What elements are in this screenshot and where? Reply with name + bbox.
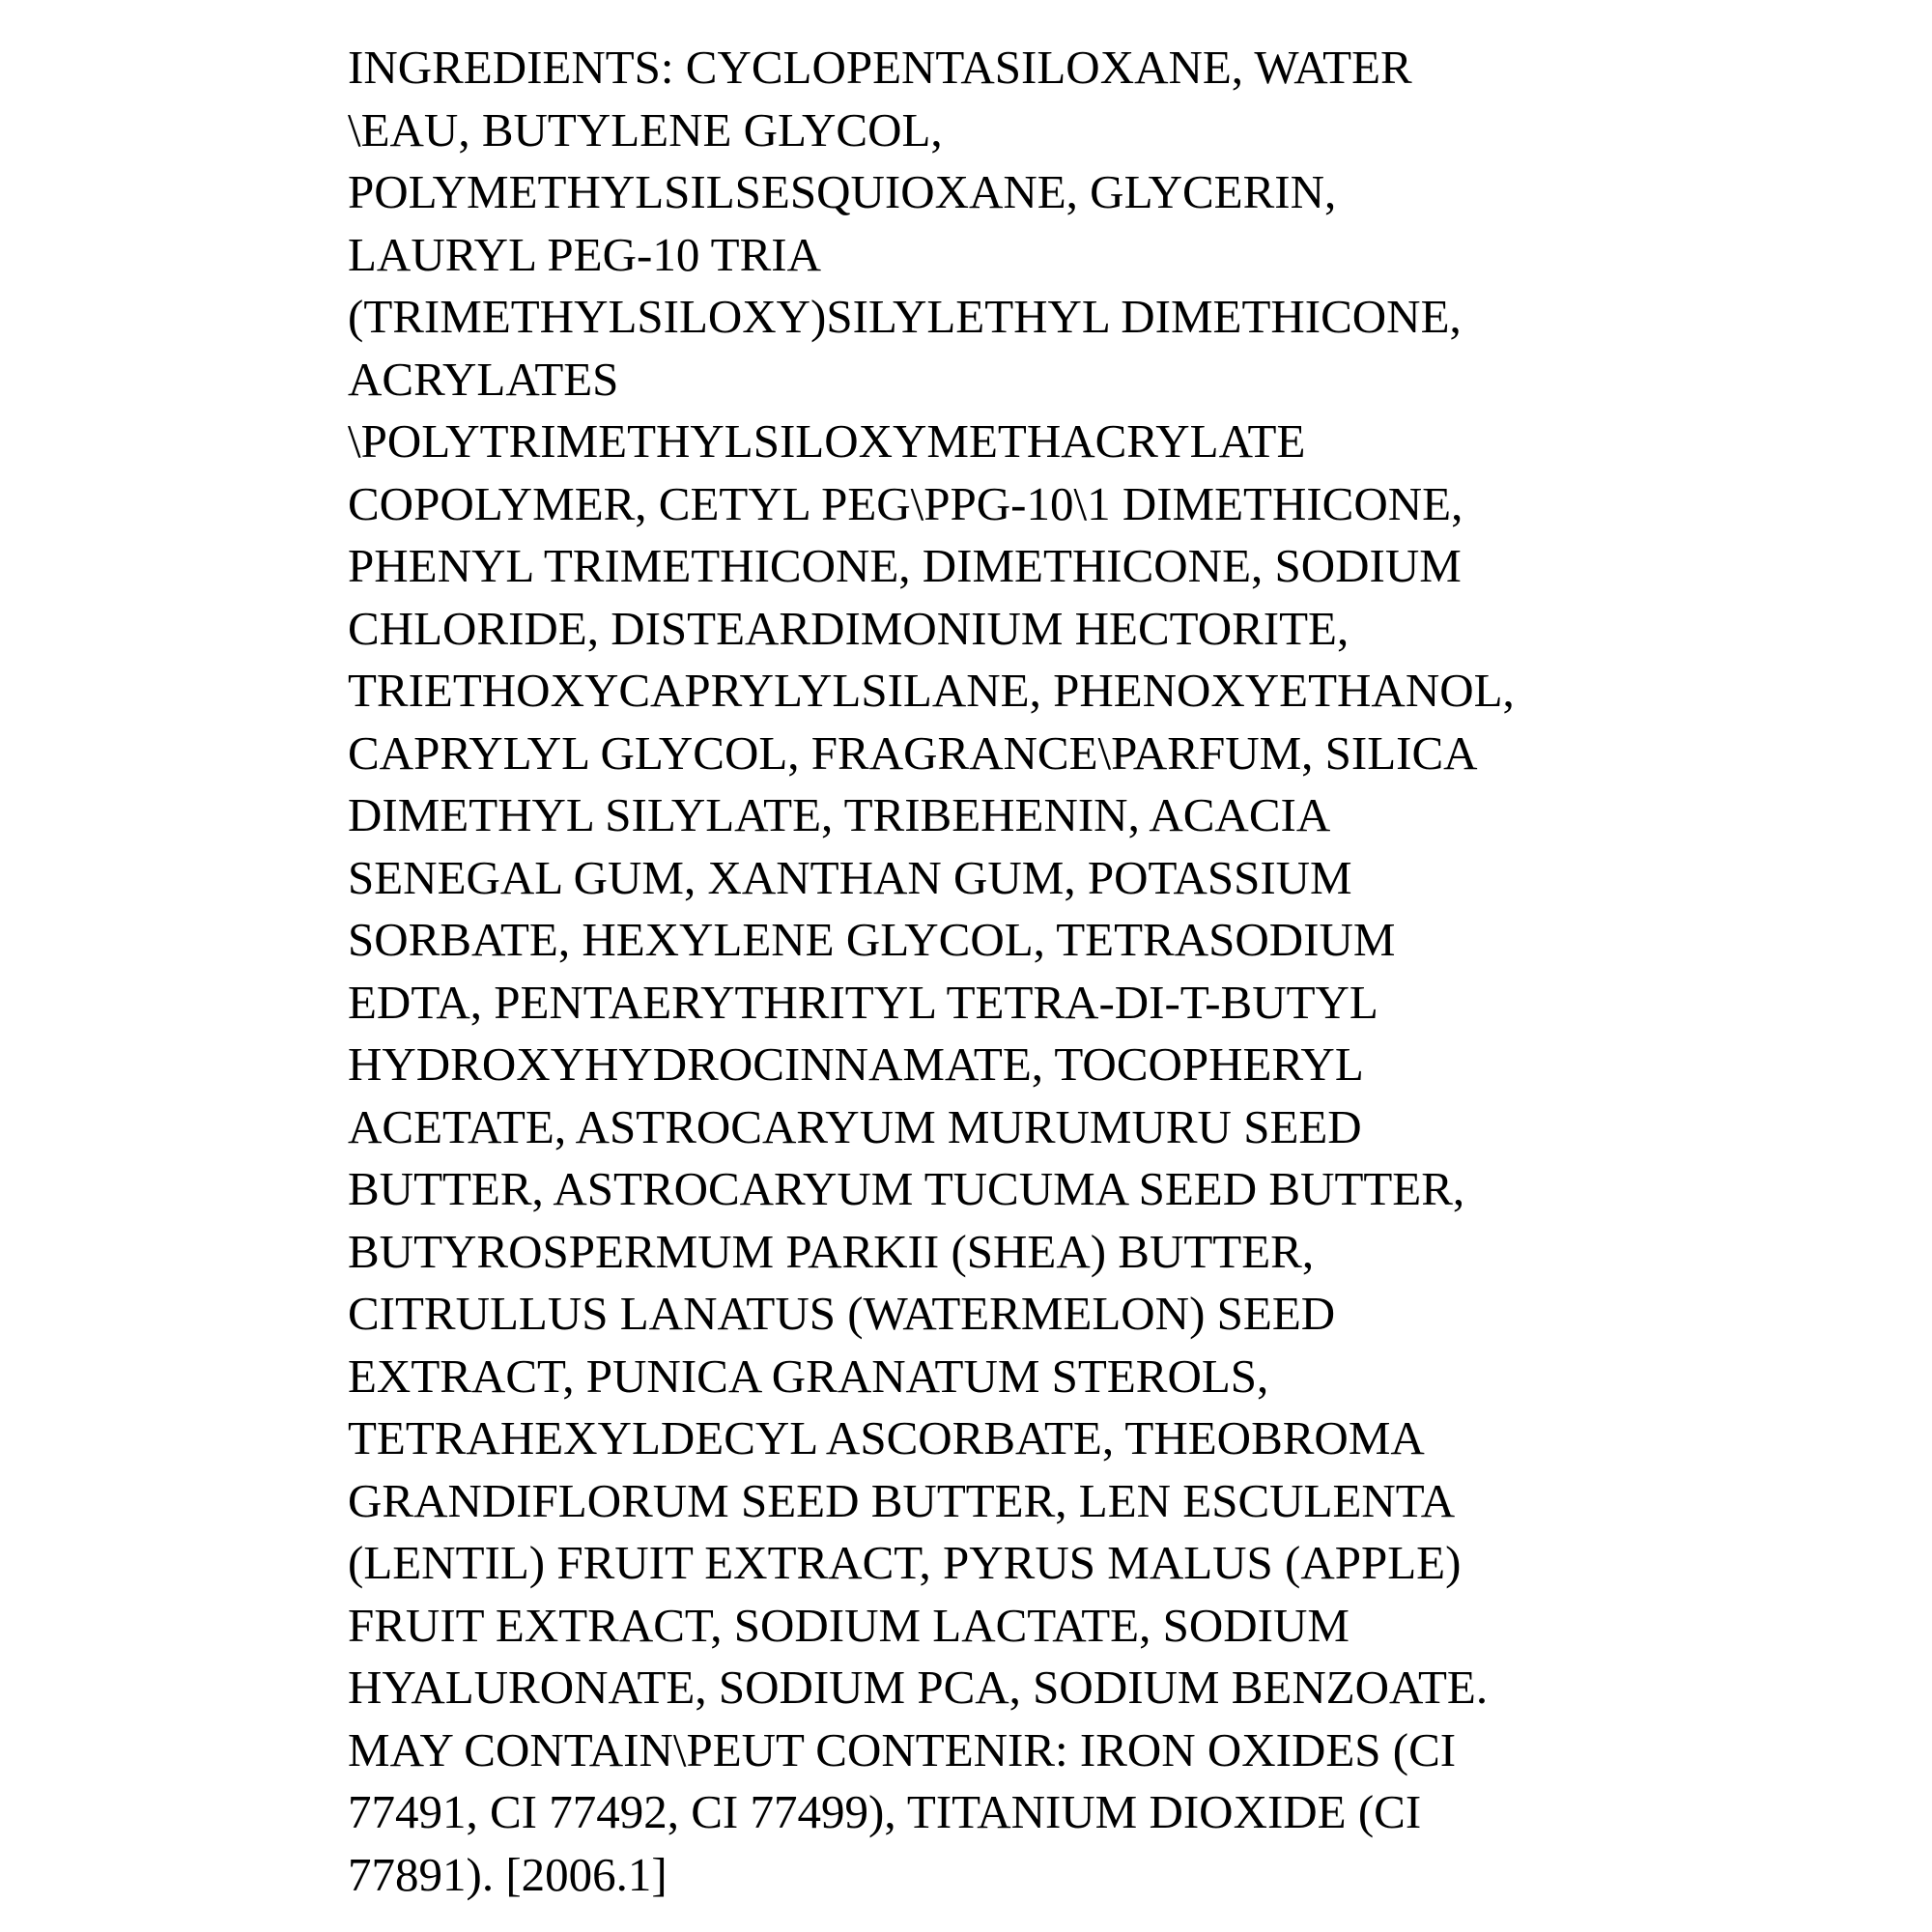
ingredients-line-9: PHENYL TRIMETHICONE, DIMETHICONE, SODIUM	[348, 539, 1462, 592]
ingredients-line-21: CITRULLUS LANATUS (WATERMELON) SEED	[348, 1287, 1336, 1340]
ingredients-line-4: LAURYL PEG-10 TRIA	[348, 227, 821, 281]
ingredients-line-2: \EAU, BUTYLENE GLYCOL,	[348, 102, 943, 156]
ingredients-line-15: SORBATE, HEXYLENE GLYCOL, TETRASODIUM	[348, 913, 1396, 966]
ingredients-line-1: INGREDIENTS: CYCLOPENTASILOXANE, WATER	[348, 41, 1412, 94]
ingredients-line-11: TRIETHOXYCAPRYLYLSILANE, PHENOXYETHANOL,	[348, 664, 1515, 717]
ingredients-line-30: 77891). [2006.1]	[348, 1847, 668, 1901]
ingredients-line-3: POLYMETHYLSILSESQUIOXANE, GLYCERIN,	[348, 165, 1337, 218]
ingredients-line-28: MAY CONTAIN\PEUT CONTENIR: IRON OXIDES (CI	[348, 1722, 1457, 1776]
ingredients-line-14: SENEGAL GUM, XANTHAN GUM, POTASSIUM	[348, 850, 1352, 904]
ingredients-line-25: (LENTIL) FRUIT EXTRACT, PYRUS MALUS (APPLE)	[348, 1536, 1462, 1589]
ingredients-line-18: ACETATE, ASTROCARYUM MURUMURU SEED	[348, 1099, 1362, 1153]
ingredients-line-26: FRUIT EXTRACT, SODIUM LACTATE, SODIUM	[348, 1598, 1350, 1652]
ingredients-line-12: CAPRYLYL GLYCOL, FRAGRANCE\PARFUM, SILICA	[348, 725, 1478, 780]
ingredients-line-20: BUTYROSPERMUM PARKII (SHEA) BUTTER,	[348, 1224, 1315, 1278]
ingredients-line-16: EDTA, PENTAERYTHRITYL TETRA-DI-T-BUTYL	[348, 975, 1378, 1029]
ingredients-line-7: \POLYTRIMETHYLSILOXYMETHACRYLATE	[348, 414, 1306, 468]
ingredients-line-22: EXTRACT, PUNICA GRANATUM STEROLS,	[348, 1349, 1269, 1403]
ingredients-text-block	[348, 37, 1623, 1906]
ingredients-line-17: HYDROXYHYDROCINNAMATE, TOCOPHERYL	[348, 1037, 1364, 1091]
ingredients-line-6: ACRYLATES	[348, 352, 619, 406]
ingredients-line-27: HYALURONATE, SODIUM PCA, SODIUM BENZOATE.	[348, 1661, 1489, 1714]
ingredients-line-23: TETRAHEXYLDECYL ASCORBATE, THEOBROMA	[348, 1411, 1425, 1464]
ingredients-line-13: DIMETHYL SILYLATE, TRIBEHENIN, ACACIA	[348, 788, 1331, 841]
ingredients-line-10: CHLORIDE, DISTEARDIMONIUM HECTORITE,	[348, 601, 1350, 655]
ingredients-line-19: BUTTER, ASTROCARYUM TUCUMA SEED BUTTER,	[348, 1162, 1465, 1215]
ingredients-line-8: COPOLYMER, CETYL PEG\PPG-10\1 DIMETHICONE,	[348, 476, 1463, 530]
ingredients-line-29: 77491, CI 77492, CI 77499), TITANIUM DIOXIDE (CI	[348, 1785, 1422, 1838]
ingredients-line-24: GRANDIFLORUM SEED BUTTER, LEN ESCULENTA	[348, 1473, 1456, 1527]
ingredients-line-5: (TRIMETHYLSILOXY)SILYLETHYL DIMETHICONE,	[348, 290, 1462, 343]
